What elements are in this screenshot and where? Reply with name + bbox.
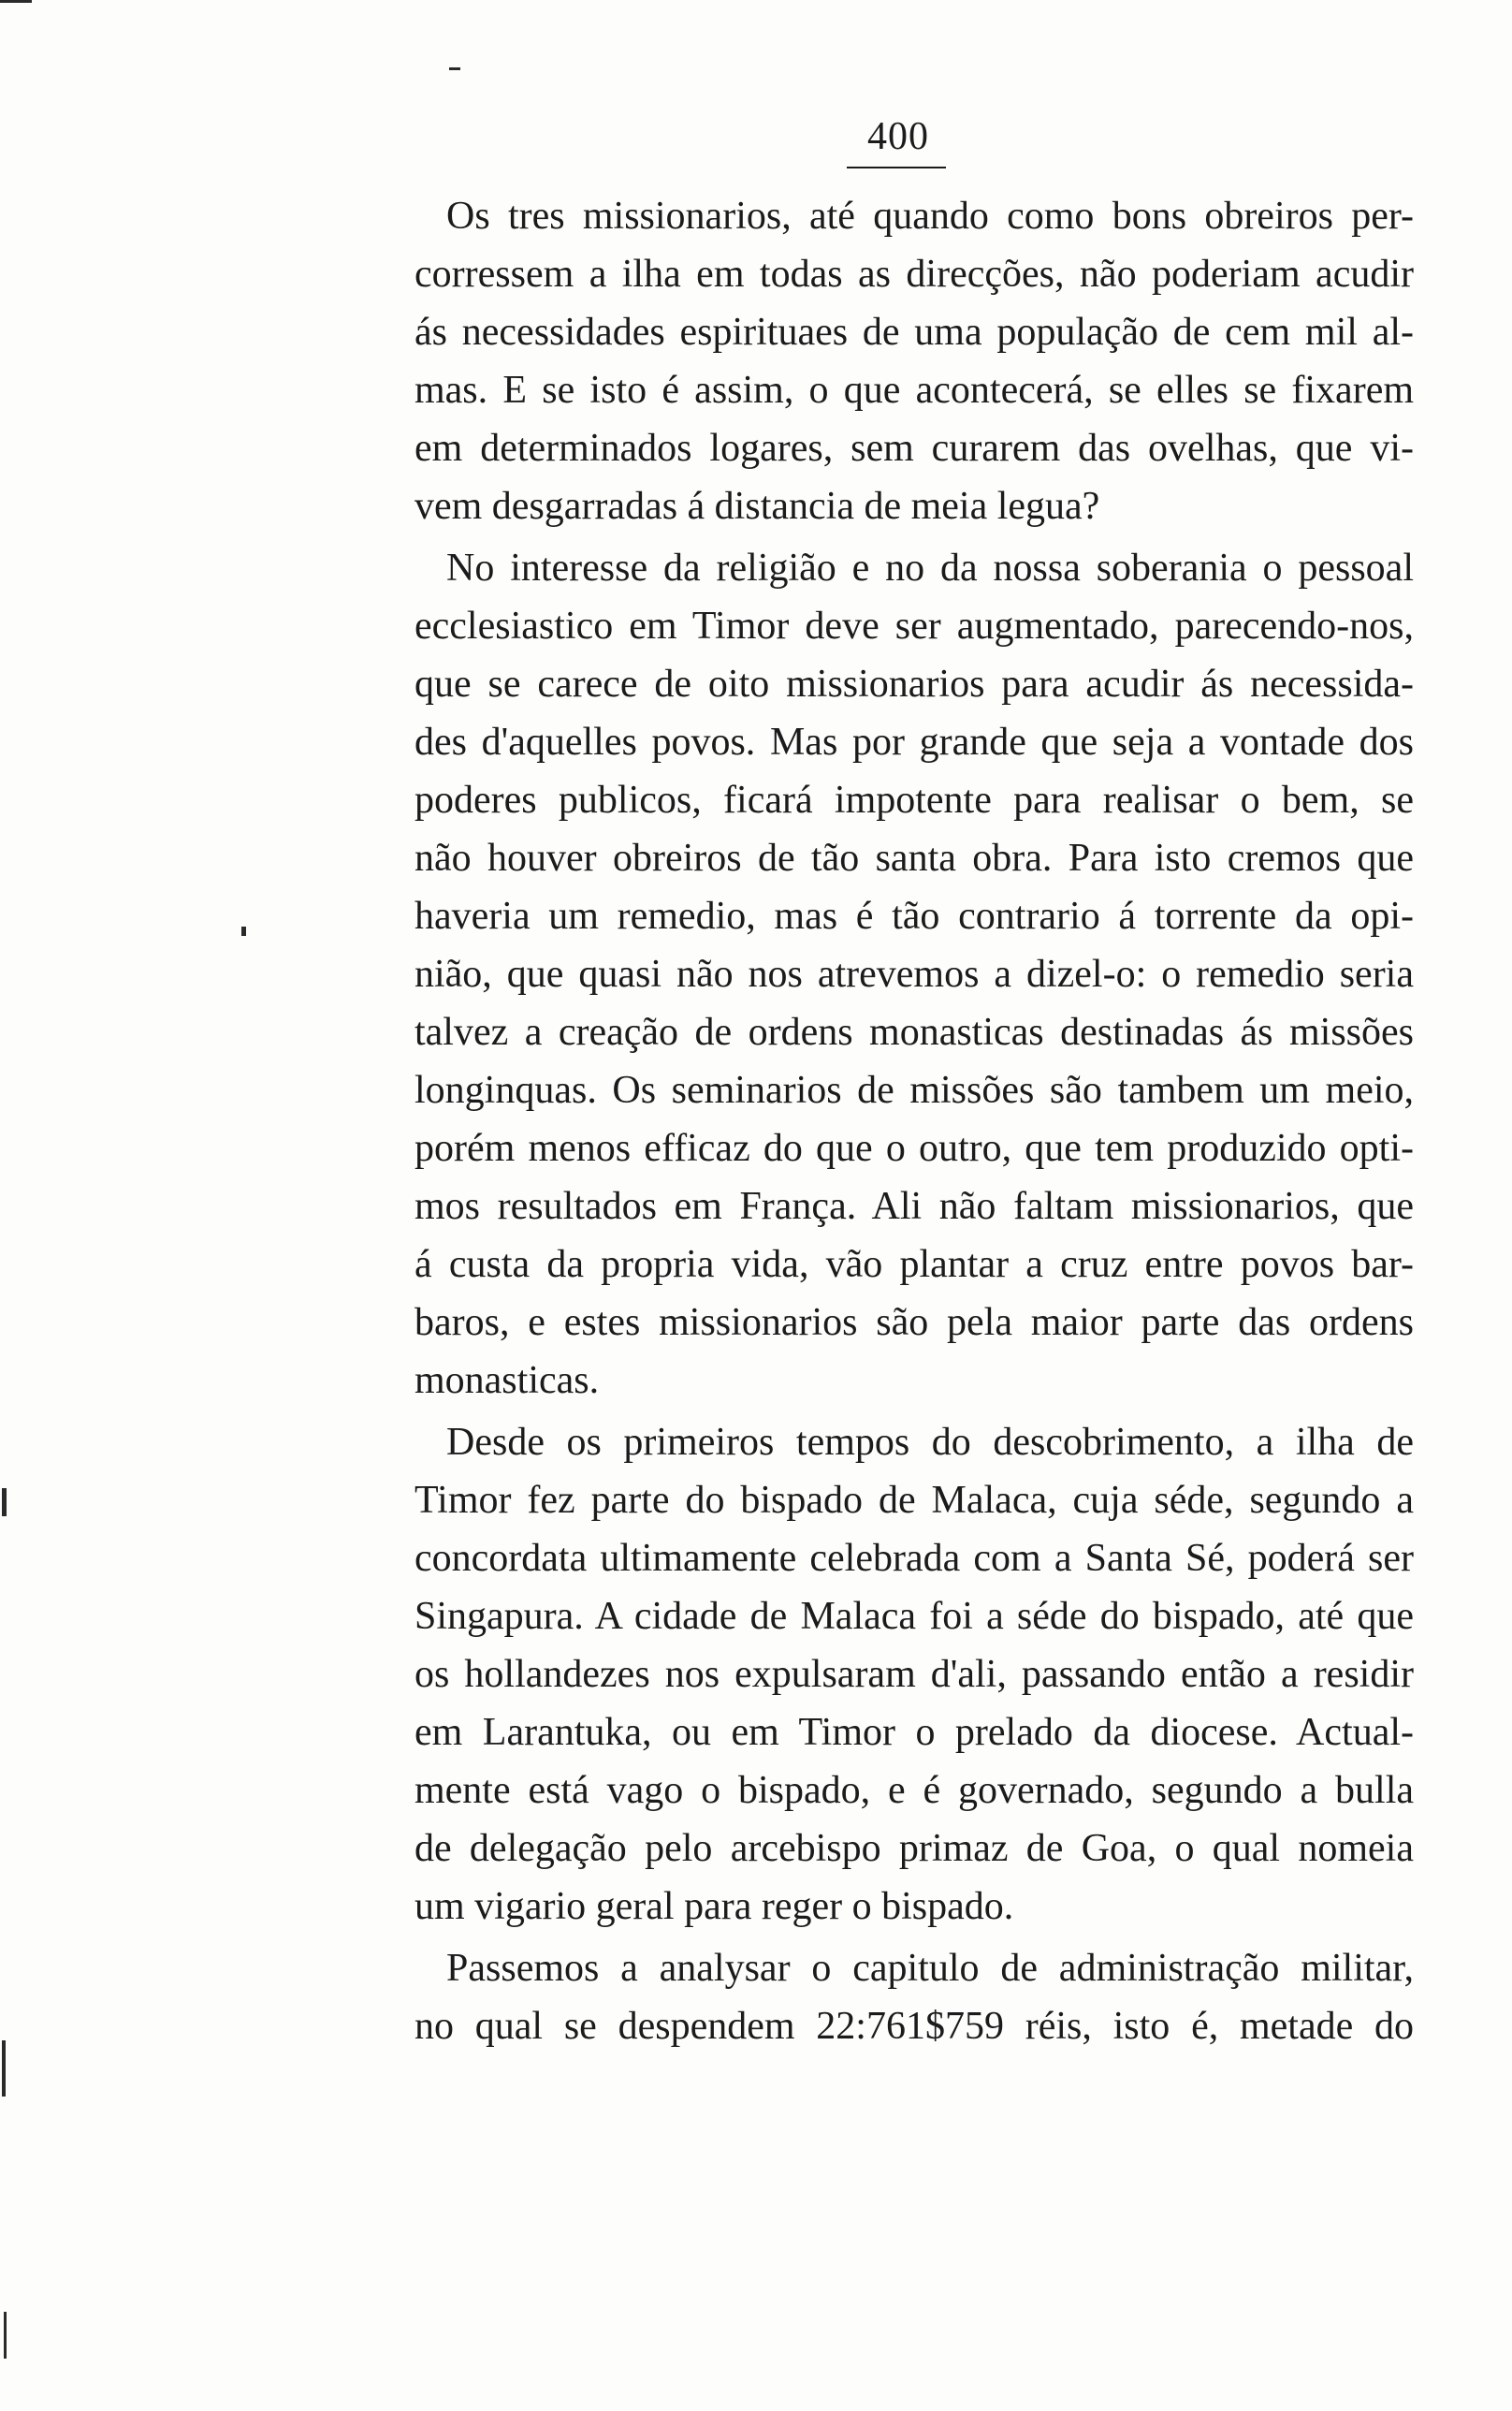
text-line: ecclesiastico em Timor deve ser augmentado, parecendo-nos, bbox=[414, 605, 1414, 648]
text-line: no qual se despendem 22:761$759 réis, isto é, metade do bbox=[414, 2005, 1414, 2048]
text-line: Passemos a analysar o capitulo de administração militar, bbox=[446, 1947, 1414, 1990]
text-line: concordata ultimamente celebrada com a Santa Sé, poderá ser bbox=[414, 1537, 1414, 1580]
body-text bbox=[414, 187, 1414, 2055]
text-line: haveria um remedio, mas é tão contrario á torrente da opi- bbox=[414, 895, 1414, 938]
text-line: em determinados logares, sem curarem das ovelhas, que vi- bbox=[414, 427, 1414, 470]
text-line: mente está vago o bispado, e é governado, segundo a bulla bbox=[414, 1769, 1414, 1812]
text-line: de delegação pelo arcebispo primaz de Goa, o qual nomeia bbox=[414, 1827, 1414, 1870]
text-line: em Larantuka, ou em Timor o prelado da diocese. Actual- bbox=[414, 1711, 1414, 1754]
text-line: des d'aquelles povos. Mas por grande que seja a vontade dos bbox=[414, 721, 1414, 764]
paragraph bbox=[414, 187, 1414, 535]
text-line: vem desgarradas á distancia de meia legua? bbox=[414, 485, 1100, 528]
text-line: os hollandezes nos expulsaram d'ali, passando então a residir bbox=[414, 1653, 1414, 1696]
text-line: poderes publicos, ficará impotente para realisar o bem, se bbox=[414, 779, 1414, 822]
text-line: Timor fez parte do bispado de Malaca, cuja séde, segundo a bbox=[414, 1479, 1414, 1522]
text-line: Desde os primeiros tempos do descobrimento, a ilha de bbox=[446, 1421, 1414, 1464]
text-line: mas. E se isto é assim, o que acontecerá, se elles se fixarem bbox=[414, 369, 1414, 412]
scan-dash-mark bbox=[449, 67, 460, 70]
text-line: ás necessidades espirituaes de uma população de cem mil al- bbox=[414, 311, 1414, 354]
paragraph bbox=[414, 1413, 1414, 1936]
margin-dot-mark bbox=[241, 927, 246, 936]
text-line: um vigario geral para reger o bispado. bbox=[414, 1885, 1014, 1928]
text-line: baros, e estes missionarios são pela maior parte das ordens bbox=[414, 1301, 1414, 1344]
text-line: mos resultados em França. Ali não faltam missionarios, que bbox=[414, 1185, 1414, 1228]
margin-smudge-mark bbox=[2, 1488, 7, 1516]
text-line: Os tres missionarios, até quando como bons obreiros per- bbox=[446, 195, 1414, 238]
text-line: monasticas. bbox=[414, 1359, 600, 1402]
page-number: 400 bbox=[867, 115, 929, 158]
text-line: não houver obreiros de tão santa obra. Para isto cremos que bbox=[414, 837, 1414, 880]
text-line: porém menos efficaz do que o outro, que tem produzido opti- bbox=[414, 1127, 1414, 1170]
text-line: talvez a creação de ordens monasticas destinadas ás missões bbox=[414, 1011, 1414, 1054]
margin-smudge-mark bbox=[2, 2040, 6, 2097]
margin-smudge-mark bbox=[4, 2312, 7, 2359]
page-number-rule bbox=[847, 167, 946, 168]
paragraph bbox=[414, 539, 1414, 1410]
paragraph bbox=[414, 1939, 1414, 2055]
text-line: corressem a ilha em todas as direcções, não poderiam acudir bbox=[414, 253, 1414, 296]
scan-corner-mark bbox=[0, 0, 32, 3]
text-line: nião, que quasi não nos atrevemos a dizel-o: o remedio seria bbox=[414, 953, 1414, 996]
text-line: á custa da propria vida, vão plantar a cruz entre povos bar- bbox=[414, 1243, 1414, 1286]
text-line: No interesse da religião e no da nossa soberania o pessoal bbox=[446, 547, 1414, 590]
text-line: que se carece de oito missionarios para acudir ás necessida- bbox=[414, 663, 1414, 706]
text-line: longinquas. Os seminarios de missões são tambem um meio, bbox=[414, 1069, 1414, 1112]
text-line: Singapura. A cidade de Malaca foi a séde do bispado, até que bbox=[414, 1595, 1414, 1638]
